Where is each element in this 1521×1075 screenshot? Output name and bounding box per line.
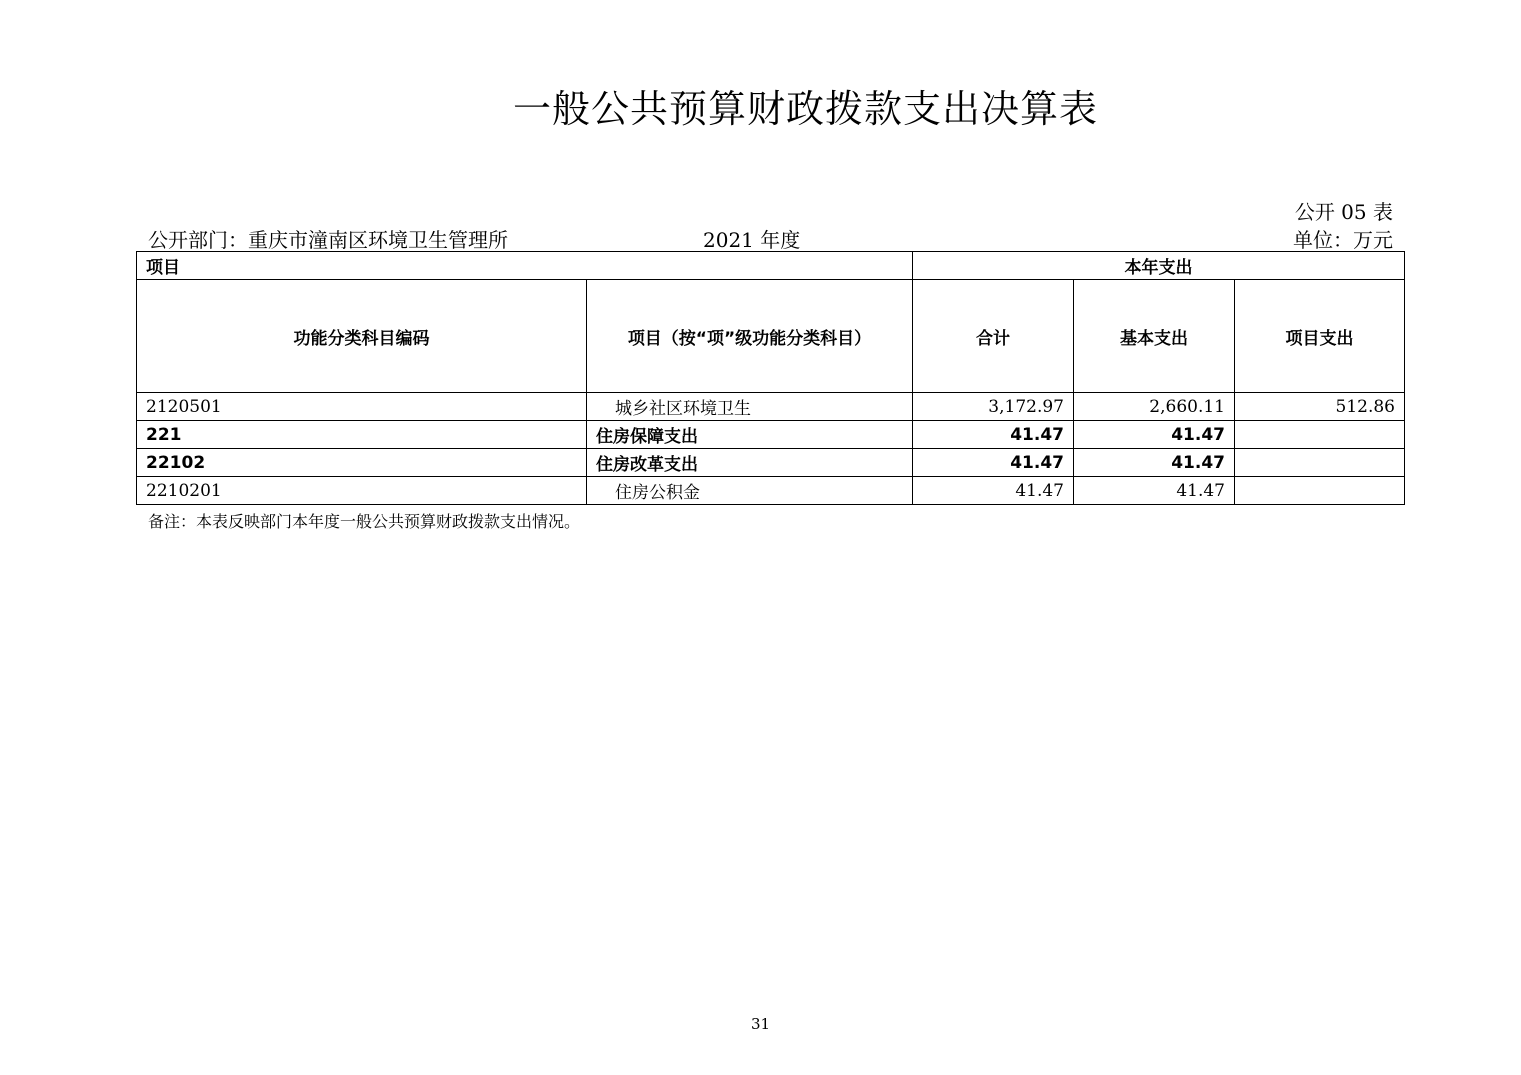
expenditure-table [136, 251, 1405, 505]
row-project: 512.86 [1235, 393, 1405, 421]
column-header-name: 项目（按“项”级功能分类科目） [587, 280, 913, 393]
row-code: 2120501 [137, 393, 587, 421]
column-header-basic: 基本支出 [1074, 280, 1235, 393]
row-code: 221 [137, 421, 587, 449]
unit-label: 单位：万元 [1293, 228, 1393, 252]
row-basic: 41.47 [1074, 477, 1235, 505]
table-row [137, 393, 1405, 421]
table-row [137, 421, 1405, 449]
row-name: 城乡社区环境卫生 [587, 393, 913, 421]
row-name: 住房保障支出 [587, 421, 913, 449]
table-row [137, 477, 1405, 505]
page-title: 一般公共预算财政拨款支出决算表 [512, 87, 1098, 131]
column-header-code: 功能分类科目编码 [137, 280, 587, 393]
form-number: 公开 05 表 [1294, 200, 1393, 224]
row-total: 3,172.97 [913, 393, 1074, 421]
row-total: 41.47 [913, 421, 1074, 449]
fiscal-year: 2021 年度 [703, 228, 801, 252]
row-code: 2210201 [137, 477, 587, 505]
table-row [137, 449, 1405, 477]
department-label: 公开部门：重庆市潼南区环境卫生管理所 [148, 228, 508, 252]
row-project [1235, 477, 1405, 505]
row-total: 41.47 [913, 477, 1074, 505]
column-header-project: 项目支出 [1235, 280, 1405, 393]
column-header-total: 合计 [913, 280, 1074, 393]
row-total: 41.47 [913, 449, 1074, 477]
header-current-year: 本年支出 [913, 252, 1405, 280]
row-name: 住房公积金 [587, 477, 913, 505]
row-basic: 41.47 [1074, 449, 1235, 477]
header-item: 项目 [137, 252, 913, 280]
row-code: 22102 [137, 449, 587, 477]
column-header-row [137, 280, 1405, 393]
row-project [1235, 421, 1405, 449]
table-header-row [137, 252, 1405, 280]
row-basic: 2,660.11 [1074, 393, 1235, 421]
row-project [1235, 449, 1405, 477]
page-number: 31 [750, 1015, 771, 1033]
table-note: 备注：本表反映部门本年度一般公共预算财政拨款支出情况。 [148, 512, 581, 531]
row-name: 住房改革支出 [587, 449, 913, 477]
row-basic: 41.47 [1074, 421, 1235, 449]
